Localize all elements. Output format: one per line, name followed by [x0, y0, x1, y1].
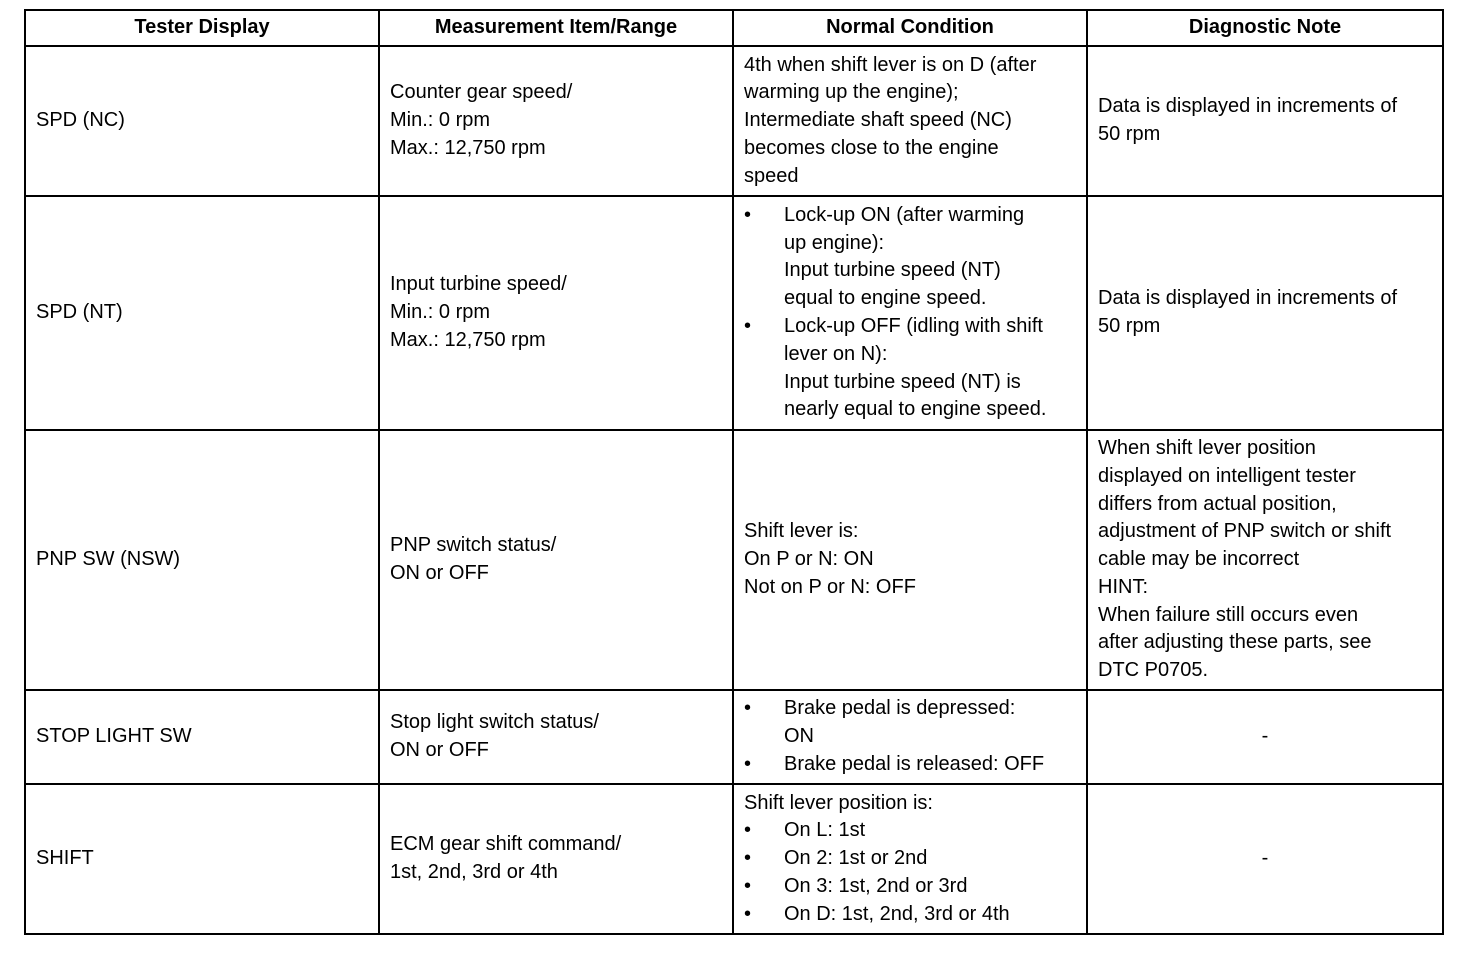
tester-display-cell: PNP SW (NSW) — [25, 430, 379, 690]
table-row — [25, 690, 1443, 784]
normal-condition-cell: 4th when shift lever is on D (after warming up the engine); Intermediate shaft speed (NC) becomes close to the engine speed — [733, 46, 1087, 196]
diagnostic-note-cell: Data is displayed in increments of 50 rpm — [1087, 196, 1443, 430]
header-tester-display: Tester Display — [25, 10, 379, 46]
bullet-item: • Brake pedal is released: OFF — [744, 751, 1076, 779]
bullet-item: • On D: 1st, 2nd, 3rd or 4th — [744, 901, 1076, 929]
measurement-cell: ECM gear shift command/ 1st, 2nd, 3rd or 4th — [379, 784, 733, 934]
bullet-item: • On L: 1st — [744, 817, 1076, 845]
header-diagnostic-note: Diagnostic Note — [1087, 10, 1443, 46]
diagnostic-note-cell: - — [1087, 784, 1443, 934]
diagnostic-note-cell: Data is displayed in increments of 50 rpm — [1087, 46, 1443, 196]
measurement-cell: Counter gear speed/ Min.: 0 rpm Max.: 12,750 rpm — [379, 46, 733, 196]
measurement-cell: Stop light switch status/ ON or OFF — [379, 690, 733, 784]
tester-display-cell: SPD (NT) — [25, 196, 379, 430]
table-row — [25, 46, 1443, 196]
header-normal-condition: Normal Condition — [733, 10, 1087, 46]
dtc-reference-link[interactable]: DTC P0705 — [1098, 659, 1203, 682]
normal-condition-cell — [733, 690, 1087, 784]
bullet-item: • Lock-up ON (after warming up engine): Input turbine speed (NT) equal to engine speed. — [744, 202, 1076, 313]
diagnostic-data-table — [24, 9, 1444, 935]
diagnostic-note-cell: - — [1087, 690, 1443, 784]
table-row — [25, 430, 1443, 690]
normal-condition-cell: Shift lever position is: • On L: 1st • On 2: 1st or 2nd • On 3: 1st, 2nd or 3rd • On D: 1st, 2nd, 3rd or 4th — [733, 784, 1087, 934]
tester-display-cell: SPD (NC) — [25, 46, 379, 196]
bullet-item: • On 2: 1st or 2nd — [744, 845, 1076, 873]
table-row — [25, 196, 1443, 430]
normal-condition-cell — [733, 196, 1087, 430]
tester-display-cell: STOP LIGHT SW — [25, 690, 379, 784]
bullet-item: • Brake pedal is depressed: ON — [744, 695, 1076, 751]
table-row — [25, 784, 1443, 934]
bullet-item: • On 3: 1st, 2nd or 3rd — [744, 873, 1076, 901]
tester-display-cell: SHIFT — [25, 784, 379, 934]
table-header-row — [25, 10, 1443, 46]
normal-condition-cell: Shift lever is: On P or N: ON Not on P or N: OFF — [733, 430, 1087, 690]
measurement-cell: Input turbine speed/ Min.: 0 rpm Max.: 12,750 rpm — [379, 196, 733, 430]
measurement-cell: PNP switch status/ ON or OFF — [379, 430, 733, 690]
diagnostic-note-cell: When shift lever position displayed on intelligent tester differs from actual position, adjustment of PNP switch or shift cable may be incorrect HINT: When failure still occurs even after adjusting these parts, see DTC P0705. — [1087, 430, 1443, 690]
header-measurement-item: Measurement Item/Range — [379, 10, 733, 46]
bullet-item: • Lock-up OFF (idling with shift lever on N): Input turbine speed (NT) is nearly equal to engine speed. — [744, 313, 1076, 424]
